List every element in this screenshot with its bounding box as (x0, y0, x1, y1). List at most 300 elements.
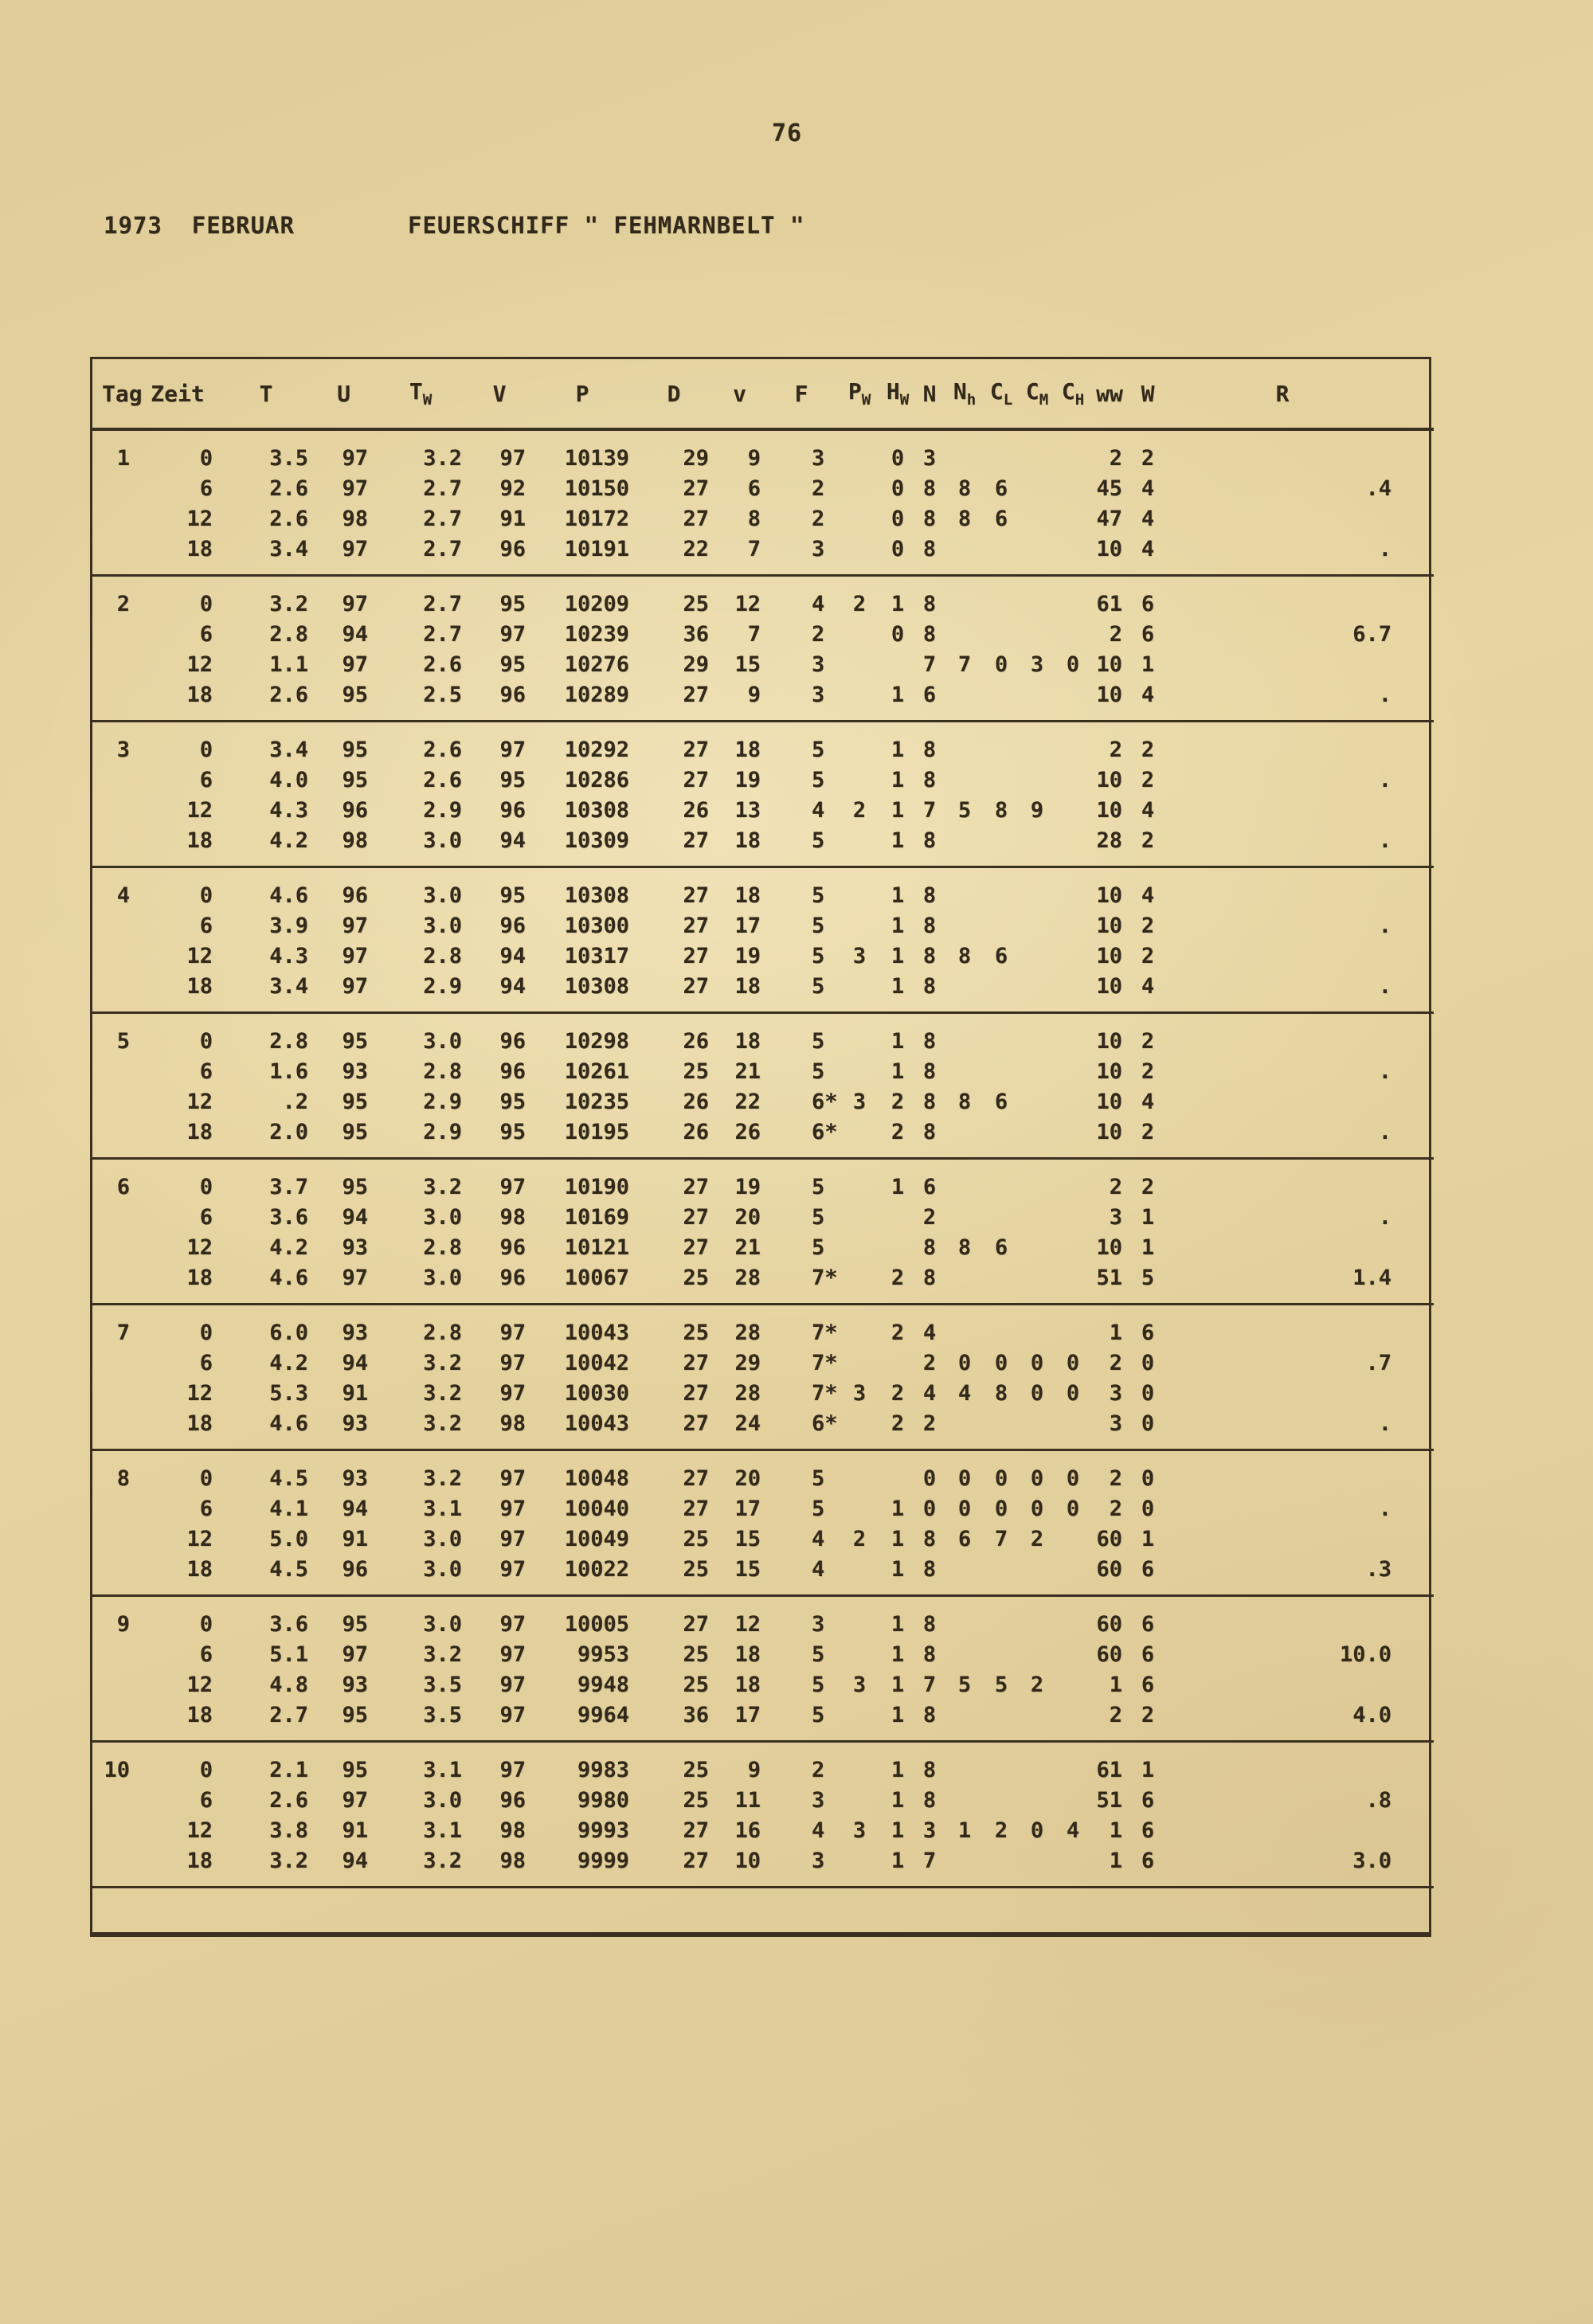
cell-ww: 60 (1096, 1641, 1122, 1667)
cell-T: 2.7 (269, 1702, 308, 1727)
empty-cell (1167, 1888, 1398, 2009)
spacer-cell (1398, 1013, 1434, 1057)
cell-U: 93 (342, 1410, 368, 1436)
cell-CL: 6 (994, 1089, 1008, 1114)
cell-v: 15 (734, 1556, 761, 1582)
cell-Zeit: 12 (186, 1817, 213, 1843)
cell-N: 7 (922, 1672, 937, 1697)
cell-V: 94 (499, 943, 526, 968)
cell-CM (1019, 941, 1055, 971)
cell-Pw (837, 679, 882, 722)
cell-Pw (837, 619, 882, 649)
cell-v: 15 (734, 651, 761, 677)
cell-Nh (945, 679, 984, 722)
spacer-cell (1398, 1742, 1434, 1786)
cell-Tw: 2.8 (423, 943, 462, 968)
cell-v: 26 (734, 1119, 761, 1144)
cell-Hw: 1 (890, 913, 905, 938)
cell-Tag (92, 1262, 138, 1305)
col-header-Tag: Tag (92, 359, 138, 429)
cell-V: 97 (499, 445, 526, 471)
cell-N: 8 (922, 973, 937, 999)
cell-D: 27 (683, 475, 709, 501)
cell-P: 10150 (564, 475, 629, 501)
cell-T: 4.0 (269, 767, 308, 792)
cell-W: 6 (1141, 1611, 1155, 1637)
empty-cell (1090, 1888, 1129, 2009)
cell-W: 0 (1141, 1410, 1155, 1436)
cell-v: 22 (734, 1089, 761, 1114)
observation-row (92, 1554, 1434, 1596)
cell-P: 9999 (577, 1848, 629, 1873)
cell-v: 28 (734, 1320, 761, 1345)
report-title-date: 1973 FEBRUAR (104, 212, 295, 239)
cell-D: 25 (683, 1787, 709, 1813)
cell-Tw: 3.5 (423, 1702, 462, 1727)
cell-D: 27 (683, 882, 709, 908)
cell-CL: 8 (994, 797, 1008, 823)
cell-CH (1055, 429, 1090, 473)
cell-Nh (945, 867, 984, 911)
cell-CL (984, 1742, 1019, 1786)
cell-Tw: 2.9 (423, 1119, 462, 1144)
cell-Nh (945, 1785, 984, 1815)
cell-Pw: 2 (852, 797, 867, 823)
cell-CH (1055, 867, 1090, 911)
cell-Tag: 10 (104, 1757, 130, 1782)
cell-D: 27 (683, 1611, 709, 1637)
cell-T: 4.3 (269, 943, 308, 968)
cell-V: 97 (499, 1611, 526, 1637)
spacer-cell (1398, 722, 1434, 765)
cell-CL (984, 1408, 1019, 1450)
cell-W: 6 (1141, 621, 1155, 647)
observation-row (92, 910, 1434, 941)
cell-U: 95 (342, 1702, 368, 1727)
cell-Tag: 8 (116, 1465, 130, 1491)
cell-N: 8 (922, 737, 937, 762)
cell-Pw (837, 1408, 882, 1450)
cell-Nh (945, 1056, 984, 1086)
cell-V: 95 (499, 767, 526, 792)
cell-Zeit: 12 (186, 797, 213, 823)
cell-Tw: 2.6 (423, 767, 462, 792)
observation-row (92, 1305, 1434, 1348)
cell-CL (984, 1056, 1019, 1086)
cell-U: 97 (342, 591, 368, 616)
cell-Hw: 1 (890, 591, 905, 616)
cell-CL: 0 (994, 651, 1008, 677)
cell-Nh (945, 1117, 984, 1159)
cell-Tag: 9 (116, 1611, 130, 1637)
col-header-T: T (217, 359, 315, 429)
cell-ww: 3 (1109, 1410, 1122, 1436)
cell-U: 91 (342, 1526, 368, 1551)
cell-Tw: 3.0 (423, 1265, 462, 1290)
observation-row (92, 1524, 1434, 1554)
cell-R: . (1378, 682, 1391, 707)
spacer-cell (1398, 1378, 1434, 1408)
cell-CL: 0 (994, 1350, 1008, 1375)
spacer-cell (1398, 1669, 1434, 1700)
cell-Zeit: 0 (199, 737, 213, 762)
cell-T: 4.5 (269, 1556, 308, 1582)
cell-T: 3.2 (269, 591, 308, 616)
cell-ww: 61 (1096, 1757, 1122, 1782)
cell-Zeit: 6 (199, 1350, 213, 1375)
cell-Zeit: 0 (199, 1174, 213, 1199)
cell-Pw (837, 649, 882, 679)
cell-Tag: 4 (116, 882, 130, 908)
cell-D: 27 (683, 1174, 709, 1199)
cell-CM (1019, 619, 1055, 649)
cell-ww: 2 (1109, 737, 1122, 762)
empty-cell (945, 1888, 984, 2009)
cell-ww: 60 (1096, 1526, 1122, 1551)
cell-F: 3 (812, 1611, 825, 1637)
cell-Tag (92, 1669, 138, 1700)
cell-N: 6 (922, 1174, 937, 1199)
cell-CM (1019, 910, 1055, 941)
spacer-cell (1398, 649, 1434, 679)
cell-T: .2 (282, 1089, 308, 1114)
cell-N: 2 (922, 1410, 937, 1436)
cell-T: 4.8 (269, 1672, 308, 1697)
cell-v: 18 (734, 973, 761, 999)
cell-U: 97 (342, 1787, 368, 1813)
cell-W: 4 (1141, 882, 1155, 908)
cell-P: 9983 (577, 1757, 629, 1782)
cell-Zeit: 18 (186, 1265, 213, 1290)
spacer-cell (1398, 1554, 1434, 1596)
col-header-F: F (765, 359, 837, 429)
spacer-cell (1398, 910, 1434, 941)
cell-V: 94 (499, 827, 526, 853)
cell-Pw (837, 1785, 882, 1815)
cell-Tw: 3.0 (423, 1028, 462, 1054)
cell-Nh (945, 1159, 984, 1203)
col-header-Tw: $T_W$ (373, 359, 468, 429)
spacer-header-cell (1398, 359, 1434, 429)
observation-row (92, 795, 1434, 825)
cell-CH (1055, 1117, 1090, 1159)
cell-T: 2.0 (269, 1119, 308, 1144)
empty-cell (765, 1888, 837, 2009)
cell-Hw: 1 (890, 1672, 905, 1697)
cell-V: 97 (499, 1350, 526, 1375)
cell-V: 96 (499, 1028, 526, 1054)
cell-P: 10235 (564, 1089, 629, 1114)
cell-Tag (92, 1493, 138, 1524)
cell-F: 5 (812, 1672, 825, 1697)
cell-V: 91 (499, 506, 526, 531)
cell-Pw: 3 (852, 1089, 867, 1114)
cell-Hw: 1 (890, 1787, 905, 1813)
day-block-4 (92, 867, 1434, 1013)
cell-R: . (1378, 1119, 1391, 1144)
cell-N: 8 (922, 536, 937, 561)
cell-T: 3.4 (269, 973, 308, 999)
cell-U: 97 (342, 445, 368, 471)
cell-R: . (1378, 973, 1391, 999)
cell-Hw: 1 (890, 827, 905, 853)
cell-Tag (92, 1785, 138, 1815)
observation-row (92, 1450, 1434, 1494)
cell-U: 93 (342, 1465, 368, 1491)
cell-Hw: 0 (890, 506, 905, 531)
observation-row (92, 1262, 1434, 1305)
cell-T: 5.1 (269, 1641, 308, 1667)
cell-N: 8 (922, 943, 937, 968)
cell-T: 4.2 (269, 1234, 308, 1260)
cell-P: 10317 (564, 943, 629, 968)
cell-V: 98 (499, 1204, 526, 1230)
cell-P: 10043 (564, 1320, 629, 1345)
observation-row (92, 1700, 1434, 1742)
cell-Tag (92, 971, 138, 1013)
cell-CM (1019, 1262, 1055, 1305)
cell-F: 2 (812, 1757, 825, 1782)
cell-R (1167, 1159, 1398, 1203)
cell-v: 18 (734, 1641, 761, 1667)
cell-P: 10209 (564, 591, 629, 616)
cell-Tag (92, 941, 138, 971)
cell-U: 97 (342, 536, 368, 561)
cell-Hw: 1 (890, 1702, 905, 1727)
cell-D: 25 (683, 1641, 709, 1667)
cell-U: 93 (342, 1320, 368, 1345)
cell-U: 97 (342, 1265, 368, 1290)
cell-Zeit: 0 (199, 1465, 213, 1491)
cell-CH (1055, 1669, 1090, 1700)
cell-Pw (837, 1232, 882, 1262)
cell-U: 94 (342, 1204, 368, 1230)
col-header-Pw: $P_W$ (837, 359, 882, 429)
cell-Tag: 6 (116, 1174, 130, 1199)
col-header-CM: $C_M$ (1019, 359, 1055, 429)
spacer-cell (1398, 1232, 1434, 1262)
cell-Tag (92, 1554, 138, 1596)
cell-V: 97 (499, 1641, 526, 1667)
cell-Nh (945, 1639, 984, 1669)
cell-V: 97 (499, 1496, 526, 1521)
cell-CH (1055, 825, 1090, 867)
cell-Tw: 3.2 (423, 1465, 462, 1491)
cell-Pw (837, 473, 882, 503)
empty-cell (1055, 1888, 1090, 2009)
cell-W: 2 (1141, 737, 1155, 762)
cell-Hw: 2 (890, 1380, 905, 1406)
spacer-cell (1398, 1493, 1434, 1524)
cell-CL (984, 619, 1019, 649)
observation-row (92, 1056, 1434, 1086)
cell-D: 27 (683, 1380, 709, 1406)
cell-CL (984, 910, 1019, 941)
cell-CL (984, 1305, 1019, 1348)
observation-row (92, 867, 1434, 911)
cell-Nh: 7 (957, 651, 972, 677)
cell-V: 97 (499, 1465, 526, 1491)
cell-R: .7 (1365, 1350, 1391, 1375)
cell-v: 7 (747, 536, 761, 561)
cell-CH (1055, 795, 1090, 825)
cell-CH (1055, 534, 1090, 576)
cell-Zeit: 12 (186, 506, 213, 531)
cell-V: 98 (499, 1410, 526, 1436)
cell-N: 8 (922, 1757, 937, 1782)
cell-F: 6* (812, 1410, 838, 1436)
cell-V: 96 (499, 1234, 526, 1260)
cell-Nh (945, 1202, 984, 1232)
cell-Zeit: 18 (186, 1119, 213, 1144)
cell-W: 6 (1141, 1817, 1155, 1843)
cell-Tw: 3.0 (423, 882, 462, 908)
cell-V: 96 (499, 1058, 526, 1084)
cell-CM (1019, 534, 1055, 576)
empty-cell (984, 1888, 1019, 2009)
cell-Nh (945, 1305, 984, 1348)
cell-CM: 0 (1030, 1817, 1044, 1843)
cell-P: 10309 (564, 827, 629, 853)
spacer-cell (1398, 1086, 1434, 1117)
cell-R: .8 (1365, 1787, 1391, 1813)
cell-P: 10049 (564, 1526, 629, 1551)
cell-R (1167, 1086, 1398, 1117)
cell-T: 6.0 (269, 1320, 308, 1345)
cell-U: 97 (342, 475, 368, 501)
cell-Tag (92, 534, 138, 576)
day-block-6 (92, 1159, 1434, 1305)
cell-D: 25 (683, 1058, 709, 1084)
cell-CM (1019, 429, 1055, 473)
cell-F: 4 (812, 1526, 825, 1551)
cell-D: 25 (683, 1526, 709, 1551)
cell-Tag (92, 825, 138, 867)
cell-v: 29 (734, 1350, 761, 1375)
cell-ww: 3 (1109, 1380, 1122, 1406)
observation-row (92, 619, 1434, 649)
cell-Tw: 3.0 (423, 913, 462, 938)
cell-CM: 0 (1030, 1380, 1044, 1406)
empty-cell (1019, 1888, 1055, 2009)
cell-D: 25 (683, 1556, 709, 1582)
cell-CL (984, 825, 1019, 867)
spacer-cell (1398, 1450, 1434, 1494)
cell-v: 28 (734, 1380, 761, 1406)
cell-CL: 0 (994, 1496, 1008, 1521)
observation-row (92, 1013, 1434, 1057)
cell-CM (1019, 1013, 1055, 1057)
cell-CH: 0 (1066, 1350, 1080, 1375)
cell-Nh: 8 (957, 475, 972, 501)
cell-V: 97 (499, 1757, 526, 1782)
cell-Hw (882, 649, 914, 679)
cell-Hw: 1 (890, 882, 905, 908)
cell-U: 95 (342, 1757, 368, 1782)
cell-Tag (92, 679, 138, 722)
cell-D: 27 (683, 913, 709, 938)
cell-Tag (92, 1117, 138, 1159)
cell-U: 96 (342, 882, 368, 908)
cell-D: 27 (683, 1817, 709, 1843)
cell-D: 25 (683, 1757, 709, 1782)
cell-V: 97 (499, 737, 526, 762)
cell-F: 5 (812, 973, 825, 999)
cell-R (1167, 1815, 1398, 1845)
cell-U: 91 (342, 1380, 368, 1406)
cell-Hw: 1 (890, 1641, 905, 1667)
cell-R (1167, 503, 1398, 534)
col-header-ww: ww (1090, 359, 1129, 429)
cell-Nh (945, 722, 984, 765)
cell-ww: 1 (1109, 1817, 1122, 1843)
cell-v: 13 (734, 797, 761, 823)
cell-v: 18 (734, 882, 761, 908)
observation-row (92, 534, 1434, 576)
cell-CM: 9 (1030, 797, 1044, 823)
cell-Hw: 1 (890, 943, 905, 968)
cell-Nh: 5 (957, 797, 972, 823)
cell-T: 4.6 (269, 882, 308, 908)
cell-P: 10172 (564, 506, 629, 531)
cell-U: 95 (342, 1611, 368, 1637)
cell-CM (1019, 1232, 1055, 1262)
cell-Tag (92, 1815, 138, 1845)
cell-T: 3.2 (269, 1848, 308, 1873)
cell-v: 9 (747, 682, 761, 707)
cell-Nh (945, 429, 984, 473)
cell-Hw: 2 (890, 1119, 905, 1144)
cell-W: 4 (1141, 797, 1155, 823)
cell-CM (1019, 1554, 1055, 1596)
cell-U: 97 (342, 943, 368, 968)
cell-U: 95 (342, 1089, 368, 1114)
cell-ww: 10 (1096, 1234, 1122, 1260)
cell-V: 95 (499, 651, 526, 677)
cell-Zeit: 0 (199, 1757, 213, 1782)
cell-R: .4 (1365, 475, 1391, 501)
spacer-cell (1398, 1408, 1434, 1450)
spacer-cell (1398, 765, 1434, 795)
cell-Zeit: 18 (186, 1702, 213, 1727)
spacer-cell (1398, 1700, 1434, 1742)
cell-Nh (945, 619, 984, 649)
cell-CH (1055, 1639, 1090, 1669)
cell-F: 5 (812, 827, 825, 853)
cell-F: 4 (812, 591, 825, 616)
cell-P: 10169 (564, 1204, 629, 1230)
cell-CM (1019, 867, 1055, 911)
cell-T: 4.5 (269, 1465, 308, 1491)
observation-row (92, 825, 1434, 867)
cell-Tag (92, 1700, 138, 1742)
cell-T: 3.9 (269, 913, 308, 938)
cell-Nh: 0 (957, 1465, 972, 1491)
cell-N: 8 (922, 475, 937, 501)
cell-Hw: 1 (890, 1848, 905, 1873)
cell-ww: 2 (1109, 1174, 1122, 1199)
cell-Tag (92, 1202, 138, 1232)
cell-Hw: 1 (890, 737, 905, 762)
cell-Zeit: 12 (186, 651, 213, 677)
cell-V: 97 (499, 1556, 526, 1582)
day-block-2 (92, 576, 1434, 722)
cell-R (1167, 1305, 1398, 1348)
cell-ww: 10 (1096, 973, 1122, 999)
cell-Nh: 4 (957, 1380, 972, 1406)
cell-Pw (837, 1450, 882, 1494)
observation-row (92, 1669, 1434, 1700)
